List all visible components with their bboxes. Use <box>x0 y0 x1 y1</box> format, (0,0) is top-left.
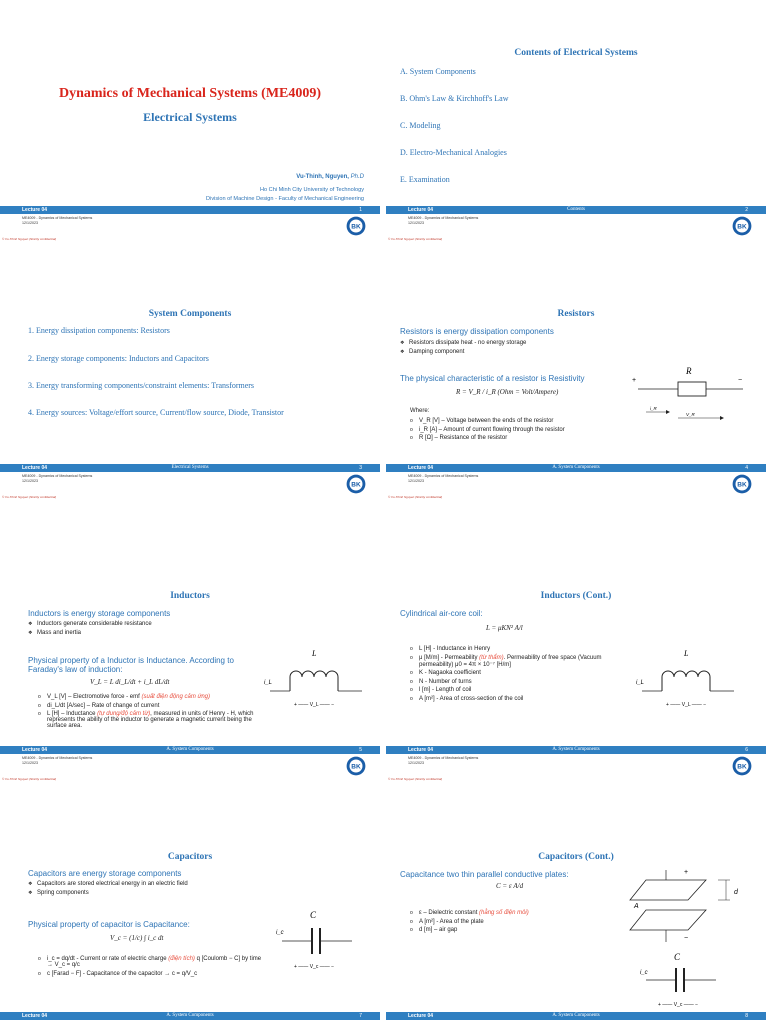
meta-date: 12/1/2023 <box>408 760 424 765</box>
voltage-label: + —— V_L —— − <box>666 702 707 708</box>
author-degree: Ph.D <box>350 174 364 180</box>
toc-item-e[interactable]: E. Examination <box>400 175 450 184</box>
lecture-label: Lecture 04 <box>408 465 434 471</box>
phys-text: The physical characteristic of a resistor is Resistivity <box>400 374 585 383</box>
slide-number: 2 <box>745 207 748 213</box>
author-name: Vu-Thinh, Nguyen, <box>296 174 349 180</box>
emf-text: V_L [V] – Electromotive force - emf <box>47 694 142 700</box>
inductance-desc: , measured in units of Henry - H, which represents the ability of the inductor to generate a magnetic current being the surface area. <box>47 711 254 729</box>
definition-list <box>410 418 565 444</box>
current-label: i_c <box>640 970 648 976</box>
footer-meta <box>22 756 92 765</box>
minus-sign: − <box>684 935 689 942</box>
plus-sign: + <box>632 377 637 384</box>
list-item <box>38 711 258 729</box>
lecture-label: Lecture 04 <box>408 1013 434 1019</box>
copyright: © Vu-Thinh Nguyen (Strictly confidential) <box>388 777 443 781</box>
where-label: Where: <box>410 408 430 414</box>
footer-bar <box>386 1012 766 1020</box>
bullet-list <box>28 621 152 638</box>
inductance-text: L [H] – Inductance <box>47 711 98 717</box>
slide-title: Contents of Electrical Systems <box>514 48 638 58</box>
component-item-4: 4. Energy sources: Voltage/effort source, Current/flow source, Diode, Transistor <box>28 408 284 417</box>
logo-text: BK <box>351 223 361 231</box>
slide-3[interactable] <box>0 258 380 510</box>
lead-text: Resistors is energy dissipation components <box>400 327 554 336</box>
list-item: o K - Nagaoka coefficient <box>410 670 632 676</box>
section-label: A. System Components <box>552 1013 600 1018</box>
vn-term: (tự dung/độ cảm từ) <box>97 711 151 717</box>
lecture-label: Lecture 04 <box>22 207 48 213</box>
list-item: o N - Number of turns <box>410 679 632 685</box>
logo-text: BK <box>737 763 747 771</box>
inductor-diagram <box>262 646 372 716</box>
bk-logo-icon <box>732 474 752 494</box>
resistivity-formula: R = V_R / i_R (Ohm = Volt/Ampere) <box>456 388 559 396</box>
lecture-label: Lecture 04 <box>22 465 48 471</box>
definition-list <box>38 956 268 979</box>
footer-meta <box>408 474 478 483</box>
current-label: i_L <box>264 680 273 686</box>
section-label: A. System Components <box>552 465 600 470</box>
area-label: A <box>634 903 639 910</box>
component-item-1: 1. Energy dissipation components: Resistors <box>28 326 170 335</box>
definition-list <box>410 646 632 704</box>
list-item <box>38 694 258 700</box>
slide-6[interactable] <box>386 540 766 792</box>
logo-text: BK <box>737 223 747 231</box>
list-item <box>38 956 268 968</box>
footer-meta <box>408 756 478 765</box>
slide-title: Capacitors (Cont.) <box>538 852 614 862</box>
meta-course: ME4009 - Dynamics of Mechanical Systems <box>408 756 479 760</box>
section-label: A. System Components <box>552 747 600 752</box>
section-label: Electrical Systems <box>171 465 209 470</box>
logo-text: BK <box>351 763 361 771</box>
vn-term: (hằng số điện môi) <box>479 910 529 916</box>
dielectric-text: ε – Dielectric constant <box>419 910 480 916</box>
footer-bar <box>0 1012 380 1020</box>
toc-item-b[interactable]: B. Ohm's Law & Kirchhoff's Law <box>400 94 509 103</box>
permeability-desc: . Permeability of free space (Vacuum permeability) μ0 = 4π × 10⁻⁷ [H/m] <box>419 654 602 668</box>
logo-text: BK <box>737 481 747 489</box>
definition-list <box>410 910 529 936</box>
list-item: ❖ Spring components <box>28 890 188 896</box>
footer-meta <box>22 216 92 225</box>
footer-bar <box>0 206 380 214</box>
list-item: ❖ Inductors generate considerable resistance <box>28 621 152 627</box>
voltage-label: V_R <box>686 412 695 417</box>
slide-number: 1 <box>359 207 362 213</box>
list-item: o l [m] - Length of coil <box>410 687 632 693</box>
list-item: o di_L/dt [A/sec] – Rate of change of current <box>38 703 258 709</box>
list-item: ❖ Resistors dissipate heat - no energy storage <box>400 340 526 346</box>
current-text: i_c = dq/dt - Current or rate of electric charge <box>47 956 169 962</box>
slide-number: 4 <box>745 465 748 471</box>
faraday-formula: V_L = L di_L/dt + i_L dL/dt <box>90 678 170 686</box>
list-item: ❖ Capacitors are stored electrical energy in an electric field <box>28 881 188 887</box>
list-item: o R [Ω] – Resistance of the resistor <box>410 435 565 441</box>
vn-term: (điện tích) <box>168 956 195 962</box>
slide-title: Inductors <box>170 591 210 601</box>
toc-item-c[interactable]: C. Modeling <box>400 121 441 130</box>
list-item: o A [m²] - Area of cross-section of the coil <box>410 696 632 702</box>
definition-list <box>38 694 258 732</box>
section-label: A. System Components <box>166 1013 214 1018</box>
list-item: o L [H] - Inductance in Henry <box>410 646 632 652</box>
meta-date: 12/1/2023 <box>22 220 38 225</box>
slide-title: Capacitors <box>167 852 213 862</box>
vn-term: (suất điện động cảm ứng) <box>141 694 210 700</box>
resistor-label: R <box>686 366 692 376</box>
bk-logo-icon <box>346 216 366 236</box>
footer-bar <box>386 464 766 472</box>
coil-formula: L = μKN² A/l <box>486 624 523 632</box>
slide-title: System Components <box>148 309 232 319</box>
voltage-label: + —— V_c —— − <box>658 1002 699 1008</box>
inductor-diagram <box>634 646 744 716</box>
list-item: o d [m] – air gap <box>410 927 529 933</box>
copyright: © Vu-Thinh Nguyen (Strictly confidential) <box>2 237 57 241</box>
slide-number: 6 <box>745 747 748 753</box>
capacitance-formula: V_c = (1/c) ∫ i_c dt <box>110 934 164 942</box>
toc-item-a[interactable]: A. System Components <box>400 67 476 76</box>
inductor-label: L <box>684 649 689 658</box>
slide-number: 7 <box>359 1013 362 1019</box>
slide-7[interactable] <box>0 806 380 1024</box>
minus-sign: − <box>738 377 743 384</box>
copyright: © Vu-Thinh Nguyen (Strictly confidential) <box>388 495 443 499</box>
component-item-3: 3. Energy transforming components/constraint elements: Transformers <box>28 381 255 390</box>
meta-date: 12/1/2023 <box>22 478 38 483</box>
current-label: i_c <box>276 930 284 936</box>
bullet-list <box>28 881 188 898</box>
lecture-label: Lecture 04 <box>22 1013 48 1019</box>
slide-number: 8 <box>745 1013 748 1019</box>
department: Division of Machine Design - Faculty of Mechanical Engineering <box>206 196 364 202</box>
component-item-2: 2. Energy storage components: Inductors and Capacitors <box>28 354 209 363</box>
lead-text: Capacitance two thin parallel conductive plates: <box>400 870 569 879</box>
lecture-label: Lecture 04 <box>408 747 434 753</box>
bk-logo-icon <box>346 756 366 776</box>
slide-subtitle: Electrical Systems <box>143 110 237 124</box>
meta-date: 12/1/2023 <box>22 760 38 765</box>
slide-2[interactable] <box>386 0 766 252</box>
current-label: i_L <box>636 680 645 686</box>
phys-text: Physical property of capacitor is Capacitance: <box>28 920 190 929</box>
bk-logo-icon <box>346 474 366 494</box>
slide-number: 3 <box>359 465 362 471</box>
meta-course: ME4009 - Dynamics of Mechanical Systems <box>408 216 479 220</box>
slide-1[interactable] <box>0 0 380 252</box>
copyright: © Vu-Thinh Nguyen (Strictly confidential) <box>2 777 57 781</box>
lecture-label: Lecture 04 <box>408 207 434 213</box>
toc-item-d[interactable]: D. Electro-Mechanical Analogies <box>400 148 507 157</box>
lead-text: Cylindrical air-core coil: <box>400 609 483 618</box>
list-item: ❖ Damping component <box>400 349 526 355</box>
bk-logo-icon <box>732 216 752 236</box>
slide-title: Inductors (Cont.) <box>540 591 612 601</box>
list-item: o c [Farad − F] - Capacitance of the capacitor → c = q/V_c <box>38 971 268 977</box>
section-label: A. System Components <box>166 747 214 752</box>
gap-label: d <box>734 889 738 896</box>
bullet-list <box>400 340 526 357</box>
meta-course: ME4009 - Dynamics of Mechanical Systems <box>22 474 93 478</box>
list-item: o A [m²] - Area of the plate <box>410 919 529 925</box>
charge-text: q [Coulomb − C] by time → V_c = q/c <box>47 956 262 968</box>
capacitor-diagram <box>636 946 726 1010</box>
section-label: Contents <box>567 207 585 212</box>
footer-meta <box>408 216 478 225</box>
author <box>296 174 364 180</box>
footer-bar <box>0 746 380 754</box>
university: Ho Chi Minh City University of Technology <box>259 187 364 193</box>
meta-date: 12/1/2023 <box>408 478 424 483</box>
resistor-diagram <box>628 364 748 424</box>
vn-term: (từ thẩm) <box>479 654 504 661</box>
slide-8[interactable] <box>386 806 766 1024</box>
lecture-label: Lecture 04 <box>22 747 48 753</box>
plate-formula: C = ε A/d <box>496 882 524 890</box>
plus-sign: + <box>684 869 689 876</box>
bk-logo-icon <box>732 756 752 776</box>
slide-5[interactable] <box>0 540 380 792</box>
list-item <box>410 655 632 668</box>
copyright: © Vu-Thinh Nguyen (Strictly confidential) <box>388 237 443 241</box>
footer-bar <box>386 746 766 754</box>
capacitor-label: C <box>674 952 681 962</box>
slide-number: 5 <box>359 747 362 753</box>
lead-text: Inductors is energy storage components <box>28 609 171 618</box>
capacitor-label: C <box>310 910 317 920</box>
footer-bar <box>0 464 380 472</box>
parallel-plate-diagram <box>626 866 756 946</box>
voltage-label: + —— V_L —— − <box>294 702 335 708</box>
footer-bar <box>386 206 766 214</box>
current-label: i_R <box>650 406 657 411</box>
capacitor-diagram <box>272 906 362 976</box>
copyright: © Vu-Thinh Nguyen (Strictly confidential) <box>2 495 57 499</box>
meta-course: ME4009 - Dynamics of Mechanical Systems <box>408 474 479 478</box>
meta-course: ME4009 - Dynamics of Mechanical Systems <box>22 216 93 220</box>
slide-4[interactable] <box>386 258 766 510</box>
list-item: o i_R [A] – Amount of current flowing through the resistor <box>410 427 565 433</box>
list-item <box>410 910 529 916</box>
inductor-label: L <box>312 649 317 658</box>
permeability-text: μ [M/m] - Permeability <box>419 654 480 661</box>
lead-text: Capacitors are energy storage components <box>28 869 182 878</box>
slide-title: Resistors <box>557 309 595 319</box>
logo-text: BK <box>351 481 361 489</box>
list-item: ❖ Mass and inertia <box>28 630 152 636</box>
meta-date: 12/1/2023 <box>408 220 424 225</box>
phys-text: Physical property of a Inductor is Inductance. According to Faraday's law of induction: <box>28 656 234 674</box>
slide-title: Dynamics of Mechanical Systems (ME4009) <box>58 86 322 101</box>
meta-course: ME4009 - Dynamics of Mechanical Systems <box>22 756 93 760</box>
footer-meta <box>22 474 92 483</box>
list-item: o V_R [V] – Voltage between the ends of the resistor <box>410 418 565 424</box>
voltage-label: + —— V_c —— − <box>294 964 335 970</box>
